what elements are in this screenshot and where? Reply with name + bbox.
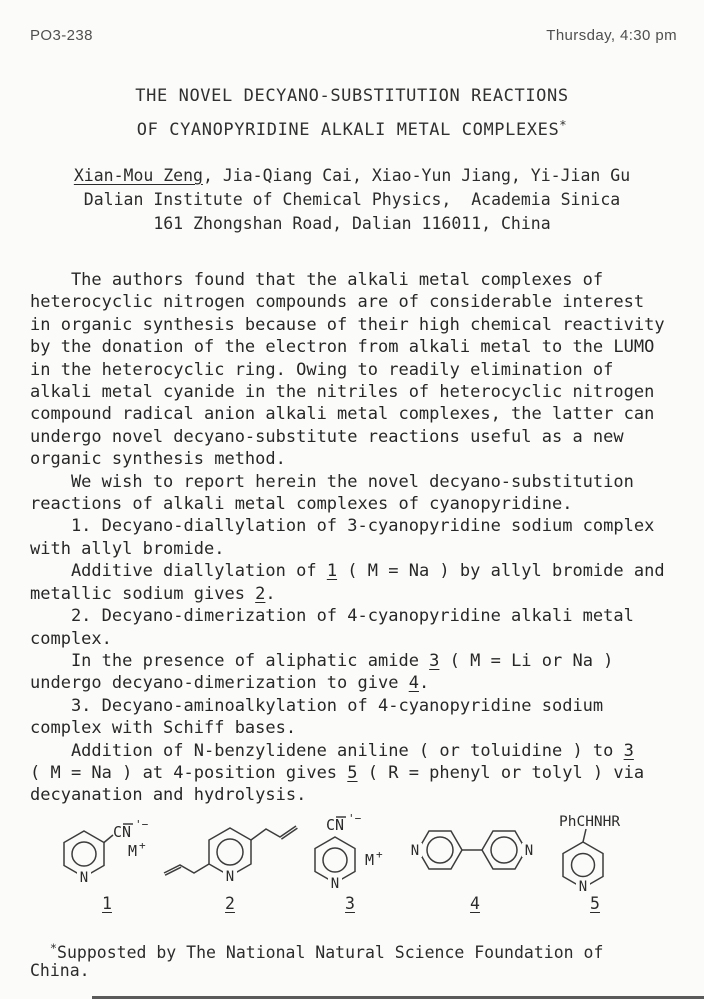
text-line: reactions of alkali metal complexes of cyanopyridine. (30, 494, 573, 515)
structure-3-number: 3 (345, 894, 355, 913)
text-line: THE NOVEL DECYANO-SUBSTITUTION REACTIONS (135, 86, 569, 106)
cation-charge-label: + (376, 848, 383, 861)
text-line: In the presence of aliphatic amide 3 ( M = Li or Na ) (30, 650, 614, 671)
paper-title (0, 82, 704, 145)
chemical-structures (0, 812, 704, 922)
ring-nitrogen-right-label: N (524, 843, 534, 859)
ring-nitrogen-label: N (330, 876, 340, 892)
ring-nitrogen-left-label: N (410, 843, 420, 859)
structure-2-number: 2 (225, 894, 235, 913)
session-time: Thursday, 4:30 pm (546, 27, 677, 44)
text-line: China. (30, 961, 90, 981)
text-line: OF CYANOPYRIDINE ALKALI METAL COMPLEXES* (136, 118, 568, 141)
authors-affiliation (0, 164, 704, 236)
ring-nitrogen-label: N (225, 869, 235, 885)
ring-nitrogen-label: N (79, 870, 89, 886)
text-line: in organic synthesis because of their high chemical reactivity (30, 314, 665, 335)
text-line: 2. Decyano-dimerization of 4-cyanopyridine alkali metal (30, 606, 634, 627)
structure-3-drawing (285, 812, 415, 892)
text-line: Dalian Institute of Chemical Physics, Academia Sinica (83, 190, 621, 209)
text-line: alkali metal cyanide in the nitriles of heterocyclic nitrogen (30, 382, 655, 403)
structure-4-number: 4 (470, 894, 480, 913)
text-line: Xian-Mou Zeng, Jia-Qiang Cai, Xiao-Yun Jiang, Yi-Jian Gu (73, 166, 631, 185)
text-line: 3. Decyano-aminoalkylation of 4-cyanopyridine sodium (30, 695, 604, 716)
text-line: undergo decyano-dimerization to give 4. (30, 673, 430, 694)
structure-1-number: 1 (102, 894, 112, 913)
text-line: Addition of N-benzylidene aniline ( or toluidine ) to 3 (30, 740, 634, 761)
abstract-body (30, 269, 690, 807)
cyano-anion-label: CN (326, 816, 345, 834)
ring-nitrogen-label: N (578, 879, 588, 892)
text-line: The authors found that the alkali metal complexes of (30, 270, 604, 290)
text-line: complex. (30, 628, 112, 649)
metal-cation-label: M (128, 842, 138, 860)
text-line: by the donation of the electron from alkali metal to the LUMO (30, 337, 655, 358)
text-line: ( M = Na ) at 4-position gives 5 ( R = phenyl or tolyl ) via (30, 762, 645, 783)
poster-number: PO3-238 (30, 27, 93, 44)
text-line: organic synthesis method. (30, 449, 286, 470)
structure-3 (285, 812, 415, 913)
text-line: undergo novel decyano-substitute reactions useful as a new (30, 426, 624, 447)
structure-5 (525, 812, 665, 913)
anion-charge-label: '− (348, 812, 362, 825)
funding-footnote (30, 939, 690, 981)
text-line: complex with Schiff bases. (30, 718, 297, 739)
substituent-label: PhCHNHR (559, 814, 621, 830)
text-line: in the heterocyclic ring. Owing to readily elimination of (30, 359, 614, 380)
cyano-anion-label: CN (113, 823, 132, 841)
anion-charge-label: '− (135, 818, 149, 831)
text-line: 1. Decyano-diallylation of 3-cyanopyridine sodium complex (30, 516, 655, 537)
text-line: heterocyclic nitrogen compounds are of considerable interest (30, 292, 645, 313)
text-line: decyanation and hydrolysis. (30, 785, 307, 806)
text-line: metallic sodium gives 2. (30, 583, 276, 604)
text-line: We wish to report herein the novel decyano-substitution (30, 471, 634, 492)
structure-5-drawing (525, 812, 665, 892)
text-line: Additive diallylation of 1 ( M = Na ) by allyl bromide and (30, 561, 665, 582)
cation-charge-label: + (139, 839, 146, 852)
text-line: *Supposted by The National Natural Science Foundation of (49, 941, 604, 962)
text-line: 161 Zhongshan Road, Dalian 116011, China (153, 214, 551, 233)
metal-cation-label: M (365, 851, 375, 869)
structure-5-number: 5 (590, 894, 600, 913)
text-line: with allyl bromide. (30, 538, 225, 559)
text-line: compound radical anion alkali metal complexes, the latter can (30, 404, 655, 425)
